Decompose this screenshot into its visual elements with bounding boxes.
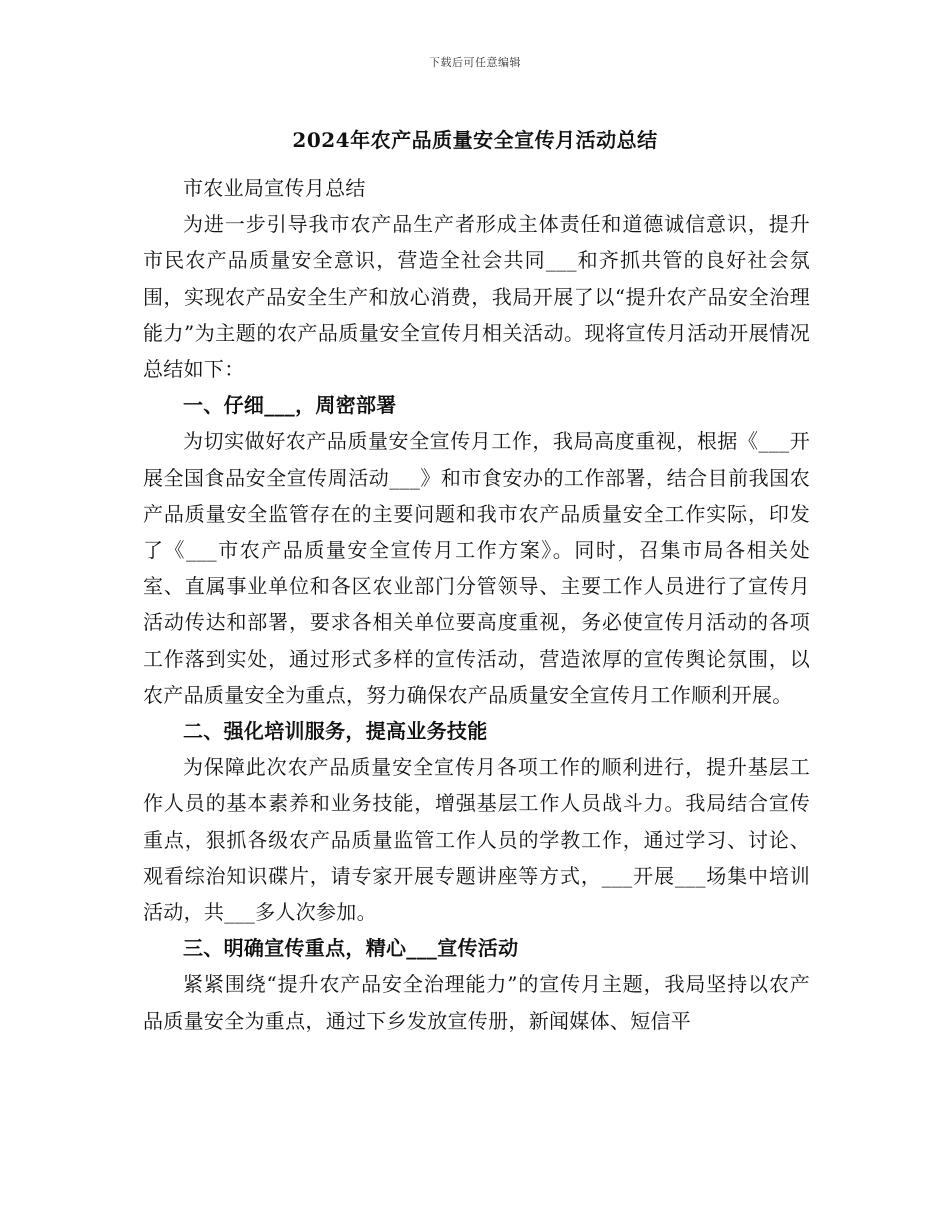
document-body [143, 170, 810, 1039]
section-1-paragraph: 为切实做好农产品质量安全宣传月工作，我局高度重视，根据《___开展全国食品安全宣传周活动___》和市食安办的工作部署，结合目前我国农产品质量安全监管存在的主要问题和我市农产品质量安全工作实际，印发了《___市农产品质量安全宣传月工作方案》。同时，召集市局各相关处室、直属事业单位和各区农业部门分管领导、主要工作人员进行了宣传月活动传达和部署，要求各相关单位要高度重视，务必使宣传月活动的各项工作落到实处，通过形式多样的宣传活动，营造浓厚的宣传舆论氛围，以农产品质量安全为重点，努力确保农产品质量安全宣传月工作顺利开展。 [143, 429, 810, 707]
section-2-paragraph: 为保障此次农产品质量安全宣传月各项工作的顺利进行，提升基层工作人员的基本素养和业务技能，增强基层工作人员战斗力。我局结合宣传重点，狠抓各级农产品质量监管工作人员的学教工作，通过学习、讨论、观看综治知识碟片，请专家开展专题讲座等方式，___开展___场集中培训活动，共___多人次参加。 [143, 755, 810, 925]
intro-paragraph: 为进一步引导我市农产品生产者形成主体责任和道德诚信意识，提升市民农产品质量安全意识，营造全社会共同___和齐抓共管的良好社会氛围，实现农产品安全生产和放心消费，我局开展了以“提升农产品安全治理能力”为主题的农产品质量安全宣传月相关活动。现将宣传月活动开展情况总结如下： [143, 212, 810, 382]
section-heading-2: 二、强化培训服务，提高业务技能 [183, 719, 488, 744]
section-heading-1: 一、仔细___，周密部署 [183, 393, 397, 418]
section-heading-3: 三、明确宣传重点，精心___宣传活动 [183, 936, 519, 961]
document-title: 2024年农产品质量安全宣传月活动总结 [292, 128, 658, 152]
section-3-paragraph: 紧紧围绕“提升农产品安全治理能力”的宣传月主题，我局坚持以农产品质量安全为重点，通过下乡发放宣传册，新闻媒体、短信平 [143, 972, 810, 1033]
header-note: 下载后可任意编辑 [429, 56, 521, 69]
subtitle-paragraph: 市农业局宣传月总结 [183, 176, 366, 200]
